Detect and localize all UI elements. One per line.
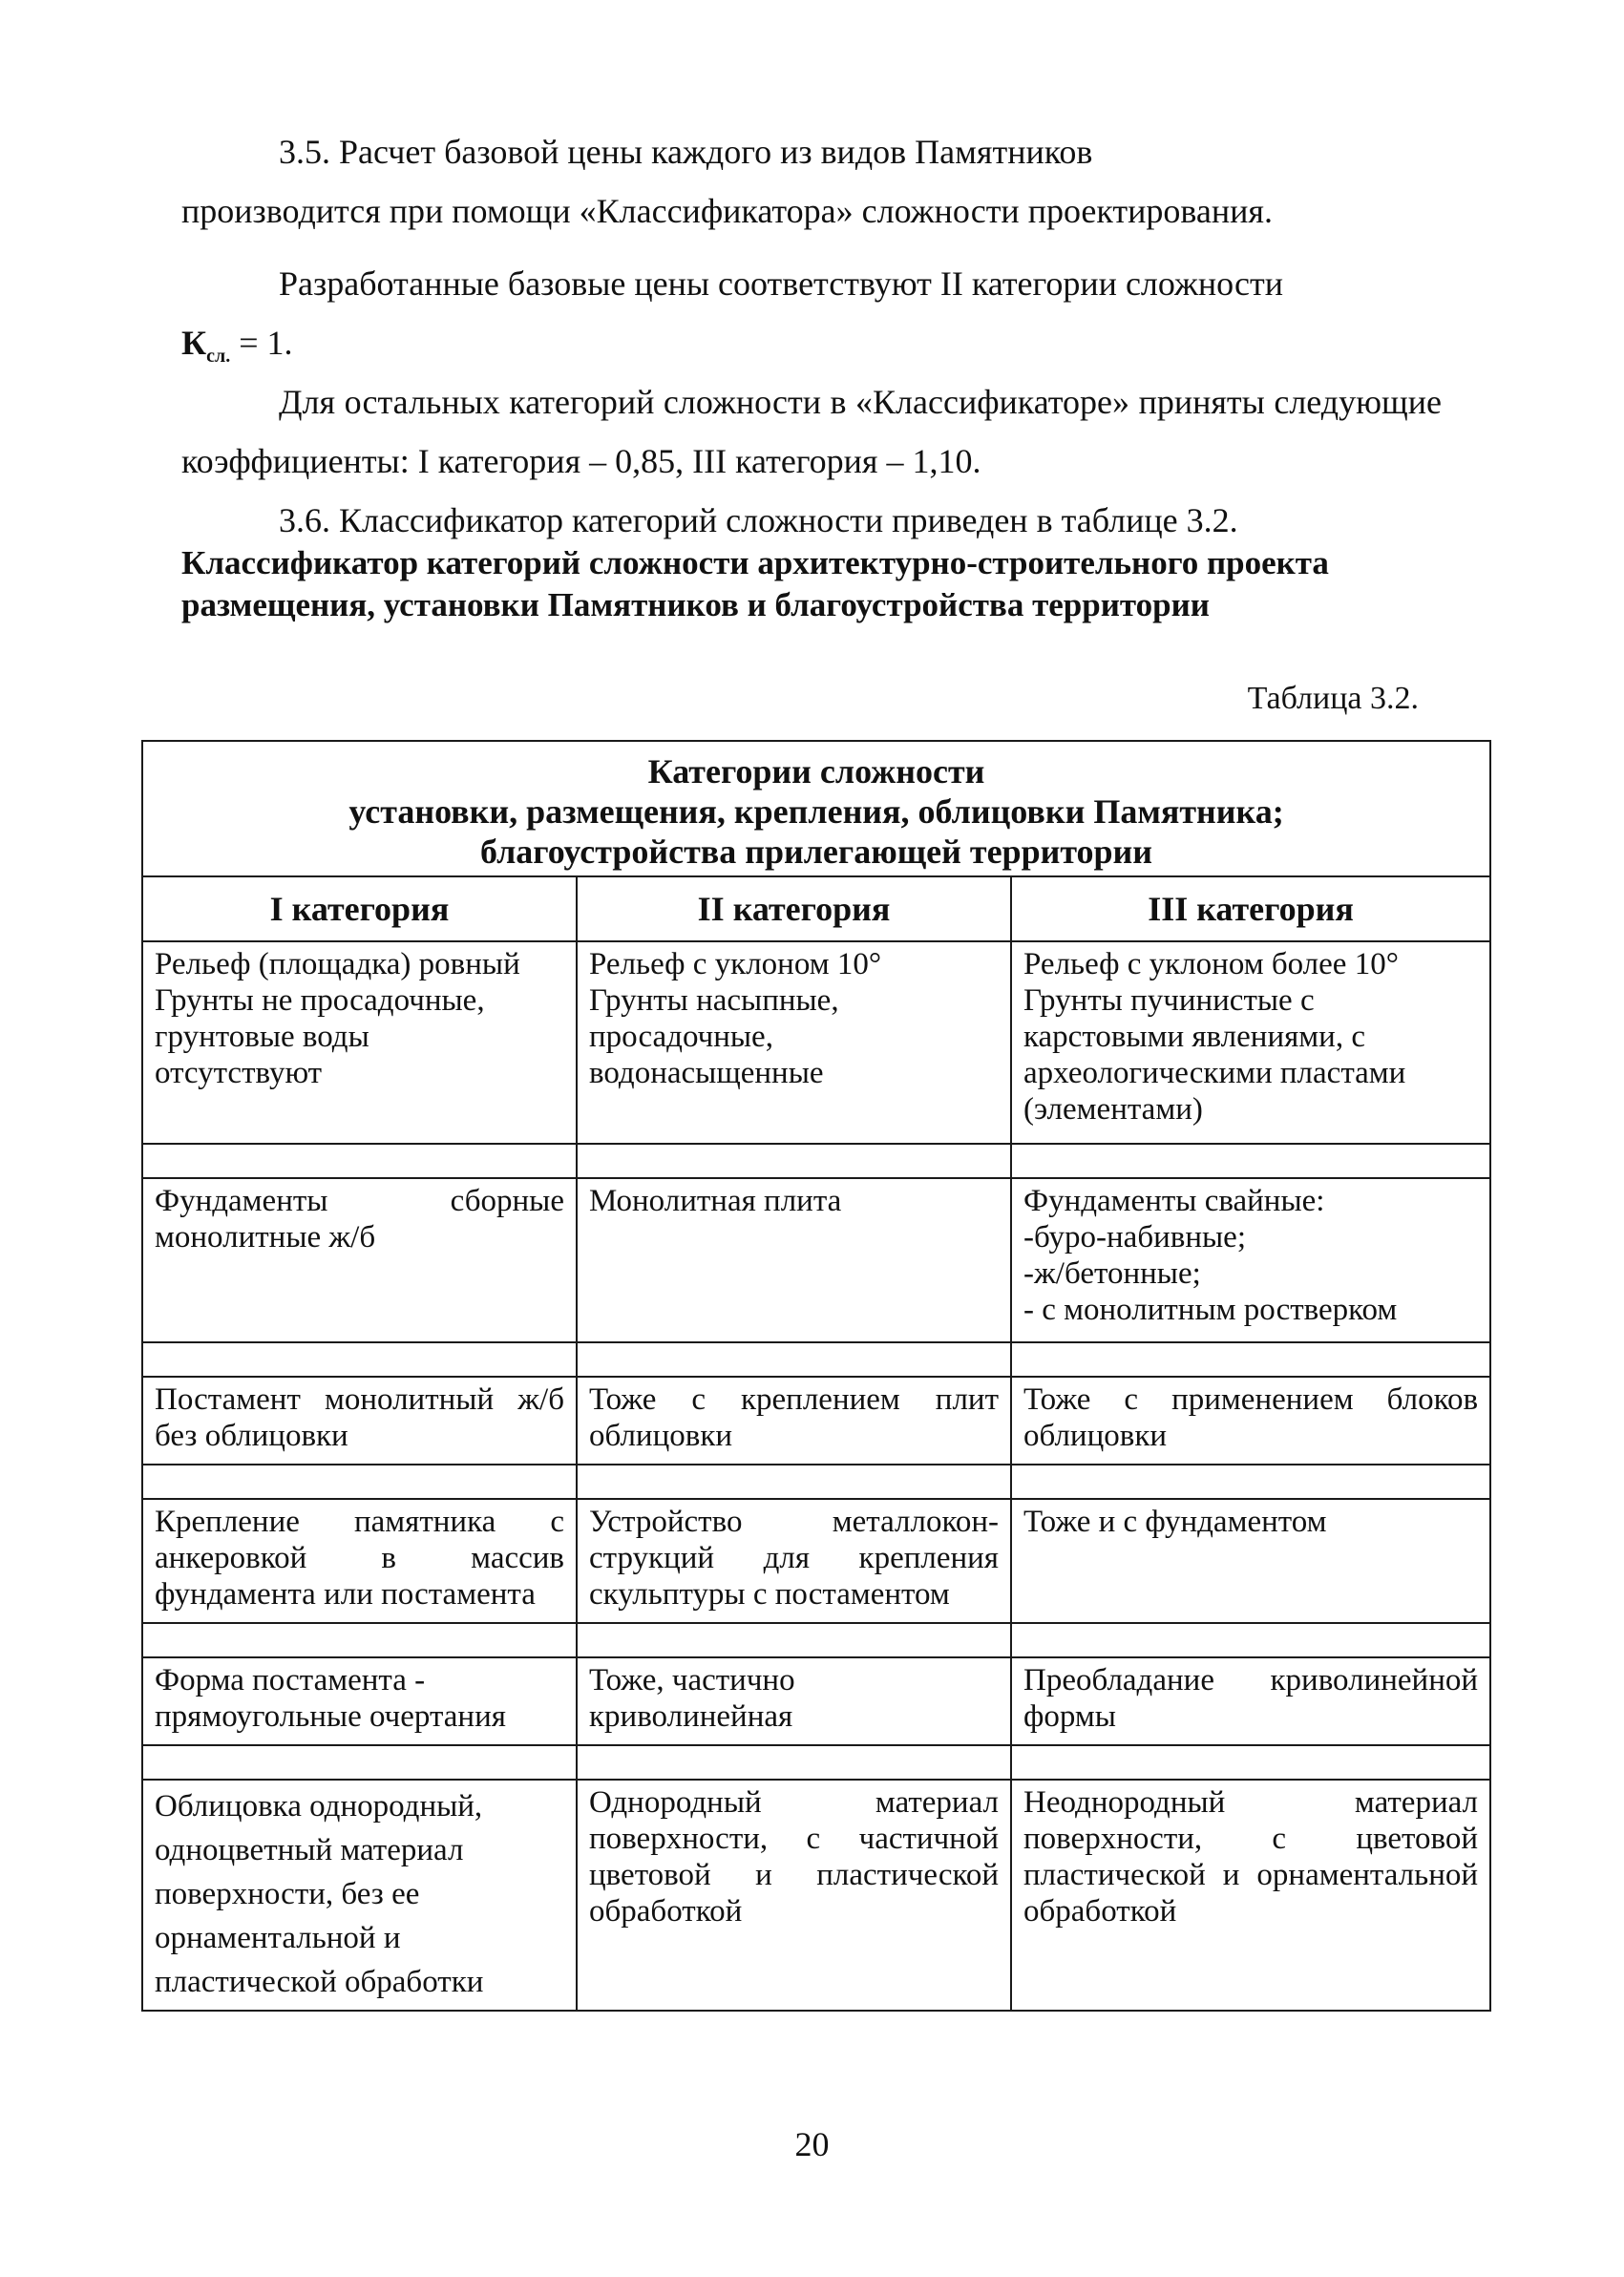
fastening-category-2: Устройство металлокон-струкций для крепления скульптуры с постаментом bbox=[577, 1499, 1011, 1623]
relief-cat3-line: археологическими пластами bbox=[1023, 1056, 1406, 1090]
relief-cat1-line: грунтовые воды bbox=[155, 1020, 369, 1054]
paragraph-3-6-text: 3.6. Классификатор категорий сложности приведен в таблице 3.2. bbox=[279, 501, 1238, 539]
shape-category-2: Тоже, частично криволинейная bbox=[577, 1657, 1011, 1745]
shape-category-3: Преобладание криволинейной формы bbox=[1011, 1657, 1490, 1745]
fastening-category-3: Тоже и с фундаментом bbox=[1011, 1499, 1490, 1623]
table-row-foundations bbox=[142, 1178, 1490, 1342]
relief-cat3-line: Рельеф с уклоном более 10° bbox=[1023, 947, 1399, 981]
paragraph-other-categories-text: Для остальных категорий сложности в «Классификаторе» приняты следующие коэффициенты: I категория – 0,85, III категория – 1,10. bbox=[181, 383, 1442, 480]
classifier-heading: Классификатор категорий сложности архитектурно-строительного проекта размещения, установки Памятников и благоустройства территории bbox=[181, 544, 1329, 623]
table-row-pedestal-shape bbox=[142, 1657, 1490, 1745]
table-spacer-row bbox=[142, 1745, 1490, 1780]
pedestal-category-2: Тоже с креплением плит облицовки bbox=[577, 1377, 1011, 1465]
table-title-line1: Категории сложности bbox=[647, 752, 985, 791]
shape-category-1: Форма постамента - прямоугольные очертания bbox=[142, 1657, 577, 1745]
table-title-line2: установки, размещения, крепления, облицовки Памятника; bbox=[348, 792, 1284, 831]
table-row-cladding bbox=[142, 1780, 1490, 2011]
table-spacer-row bbox=[142, 1623, 1490, 1657]
column-header-category-1: I категория bbox=[142, 876, 577, 941]
page-number: 20 bbox=[794, 2125, 830, 2163]
relief-cat3-line: (элементами) bbox=[1023, 1092, 1203, 1127]
paragraph-base-prices-text: Разработанные базовые цены соответствуют II категории сложности bbox=[279, 264, 1283, 303]
coefficient-symbol: К bbox=[181, 324, 207, 362]
cladding-category-3: Неоднородный материал поверхности, с цветовой пластической и орнаментальной обработкой bbox=[1011, 1780, 1490, 2011]
table-spacer-row bbox=[142, 1342, 1490, 1377]
relief-category-1 bbox=[142, 941, 577, 1144]
pedestal-category-3: Тоже с применением блоков облицовки bbox=[1011, 1377, 1490, 1465]
table-spacer-row bbox=[142, 1144, 1490, 1178]
foundations-cat3-line: - с монолитным ростверком bbox=[1023, 1293, 1398, 1327]
paragraph-other-categories bbox=[181, 372, 1442, 491]
paragraph-3-6 bbox=[181, 491, 1442, 550]
table-caption: Таблица 3.2. bbox=[1247, 681, 1419, 716]
paragraph-base-prices bbox=[181, 254, 1442, 386]
paragraph-3-5-line2: производится при помощи «Классификатора» сложности проектирования. bbox=[181, 192, 1273, 230]
table-row-relief bbox=[142, 941, 1490, 1144]
table-title-line3: благоустройства прилегающей территории bbox=[479, 833, 1153, 871]
column-header-category-2: II категория bbox=[577, 876, 1011, 941]
table-column-header-row bbox=[142, 876, 1490, 941]
relief-cat1-line: Рельеф (площадка) ровный bbox=[155, 947, 520, 981]
relief-category-2 bbox=[577, 941, 1011, 1144]
relief-cat2-line: Рельеф с уклоном 10° bbox=[589, 947, 882, 981]
complexity-coefficient bbox=[181, 324, 231, 368]
foundations-category-3 bbox=[1011, 1178, 1490, 1342]
paragraph-3-5-line1: 3.5. Расчет базовой цены каждого из видов Памятников bbox=[279, 133, 1093, 171]
relief-cat2-line: Грунты насыпные, bbox=[589, 983, 839, 1018]
table-title-row bbox=[142, 741, 1490, 876]
cladding-category-1: Облицовка однородный, одноцветный материал поверхности, без ее орнаментальной и пластической обработки bbox=[142, 1780, 577, 2011]
classifier-table bbox=[141, 740, 1491, 2012]
coefficient-subscript: сл. bbox=[206, 346, 231, 368]
relief-cat1-line: отсутствуют bbox=[155, 1056, 323, 1090]
relief-cat3-line: карстовыми явлениями, с bbox=[1023, 1020, 1365, 1054]
foundations-cat3-line: -буро-набивные; bbox=[1023, 1220, 1246, 1254]
paragraph-3-5 bbox=[181, 122, 1442, 241]
cladding-category-2: Однородный материал поверхности, с частичной цветовой и пластической обработкой bbox=[577, 1780, 1011, 2011]
column-header-category-3: III категория bbox=[1011, 876, 1490, 941]
pedestal-category-1: Постамент монолитный ж/б без облицовки bbox=[142, 1377, 577, 1465]
relief-cat3-line: Грунты пучинистые с bbox=[1023, 983, 1315, 1018]
foundations-category-2: Монолитная плита bbox=[577, 1178, 1011, 1342]
foundations-category-1: Фундаменты сборные монолитные ж/б bbox=[142, 1178, 577, 1342]
relief-cat1-line: Грунты не просадочные, bbox=[155, 983, 485, 1018]
foundations-cat3-line: Фундаменты свайные: bbox=[1023, 1184, 1325, 1218]
relief-category-3 bbox=[1011, 941, 1490, 1144]
table-spacer-row bbox=[142, 1465, 1490, 1499]
fastening-category-1: Крепление памятника с анкеровкой в массив фундамента или постамента bbox=[142, 1499, 577, 1623]
relief-cat2-line: водонасыщенные bbox=[589, 1056, 824, 1090]
coefficient-value: = 1. bbox=[230, 324, 293, 362]
relief-cat2-line: просадочные, bbox=[589, 1020, 773, 1054]
foundations-cat3-line: -ж/бетонные; bbox=[1023, 1256, 1201, 1291]
table-row-fastening bbox=[142, 1499, 1490, 1623]
table-title-cell bbox=[142, 741, 1490, 876]
table-row-pedestal bbox=[142, 1377, 1490, 1465]
